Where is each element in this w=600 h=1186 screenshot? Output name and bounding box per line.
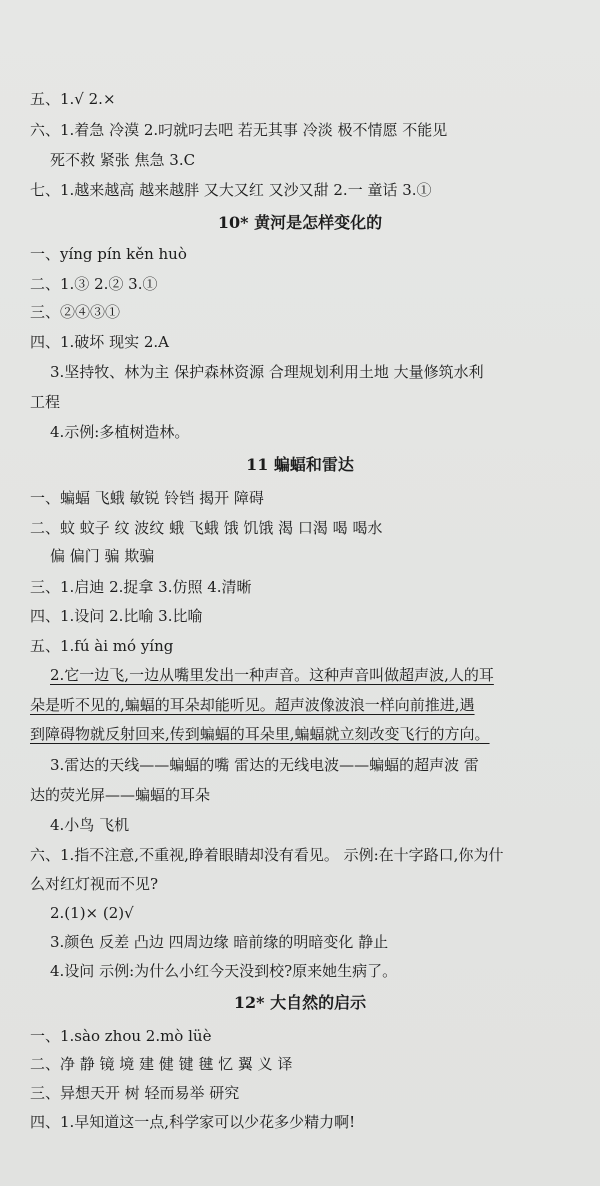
answer-line: 4.示例:多植树造林。 [50, 423, 190, 441]
answer-line: 四、1.破坏 现实 2.A [30, 333, 169, 351]
answer-line: 三、异想天开 树 轻而易举 研究 [30, 1084, 240, 1102]
answer-line: 二、蚊 蚊子 纹 波纹 蛾 飞蛾 饿 饥饿 渴 口渴 喝 喝水 [30, 519, 383, 537]
answer-line: 3.坚持牧、林为主 保护森林资源 合理规划利用土地 大量修筑水利 [50, 363, 484, 381]
underlined-answer-line: 朵是听不见的,蝙蝠的耳朵却能听见。超声波像波浪一样向前推进,遇 [30, 696, 475, 714]
answer-line: 3.颜色 反差 凸边 四周边缘 暗前缘的明暗变化 静止 [50, 933, 389, 951]
answer-line: 三、②④③① [30, 303, 121, 321]
answer-line: 三、1.启迪 2.捉拿 3.仿照 4.清晰 [30, 578, 252, 596]
answer-line: 五、1.fú ài mó yíng [30, 637, 174, 655]
answer-line: 一、1.sào zhou 2.mò lüè [30, 1027, 212, 1045]
answer-line: 六、1.着急 冷漠 2.叼就叼去吧 若无其事 冷淡 极不情愿 不能见 [30, 121, 448, 139]
answer-line: 4.小鸟 飞机 [50, 816, 130, 834]
underlined-answer-line: 到障碍物就反射回来,传到蝙蝠的耳朵里,蝙蝠就立刻改变飞行的方向。 [30, 725, 490, 743]
answer-line: 一、蝙蝠 飞蛾 敏锐 铃铛 揭开 障碍 [30, 489, 264, 507]
answer-line: 二、净 静 镜 境 建 健 键 毽 忆 翼 义 译 [30, 1055, 293, 1073]
lesson-11-title: 11 蝙蝠和雷达 [246, 455, 354, 474]
answer-line: 死不救 紧张 焦急 3.C [50, 151, 196, 169]
answer-line: 四、1.早知道这一点,科学家可以少花多少精力啊! [30, 1113, 356, 1131]
answer-line: 四、1.设问 2.比喻 3.比喻 [30, 607, 203, 625]
lesson-12-title: 12* 大自然的启示 [233, 993, 367, 1012]
answer-line: 4.设问 示例:为什么小红今天没到校?原来她生病了。 [50, 962, 398, 980]
answer-line: 偏 偏门 骗 欺骗 [50, 547, 155, 565]
answer-line: 达的荧光屏——蝙蝠的耳朵 [30, 786, 211, 804]
answer-line: 五、1.√ 2.× [30, 90, 116, 108]
underlined-answer-line: 2.它一边飞,一边从嘴里发出一种声音。这种声音叫做超声波,人的耳 [50, 666, 494, 684]
answer-line: 工程 [30, 393, 61, 411]
answer-line: 六、1.指不注意,不重视,睁着眼睛却没有看见。 示例:在十字路口,你为什 [30, 846, 504, 864]
answer-line: 二、1.③ 2.② 3.① [30, 275, 158, 293]
answer-line: 2.(1)× (2)√ [50, 904, 134, 922]
answer-line: 一、yíng pín kěn huò [30, 245, 187, 263]
answer-line: 七、1.越来越高 越来越胖 又大又红 又沙又甜 2.一 童话 3.① [30, 181, 432, 199]
answer-line: 么对红灯视而不见? [30, 875, 159, 893]
lesson-10-title: 10* 黄河是怎样变化的 [217, 213, 383, 232]
answer-line: 3.雷达的天线——蝙蝠的嘴 雷达的无线电波——蝙蝠的超声波 雷 [50, 756, 479, 774]
